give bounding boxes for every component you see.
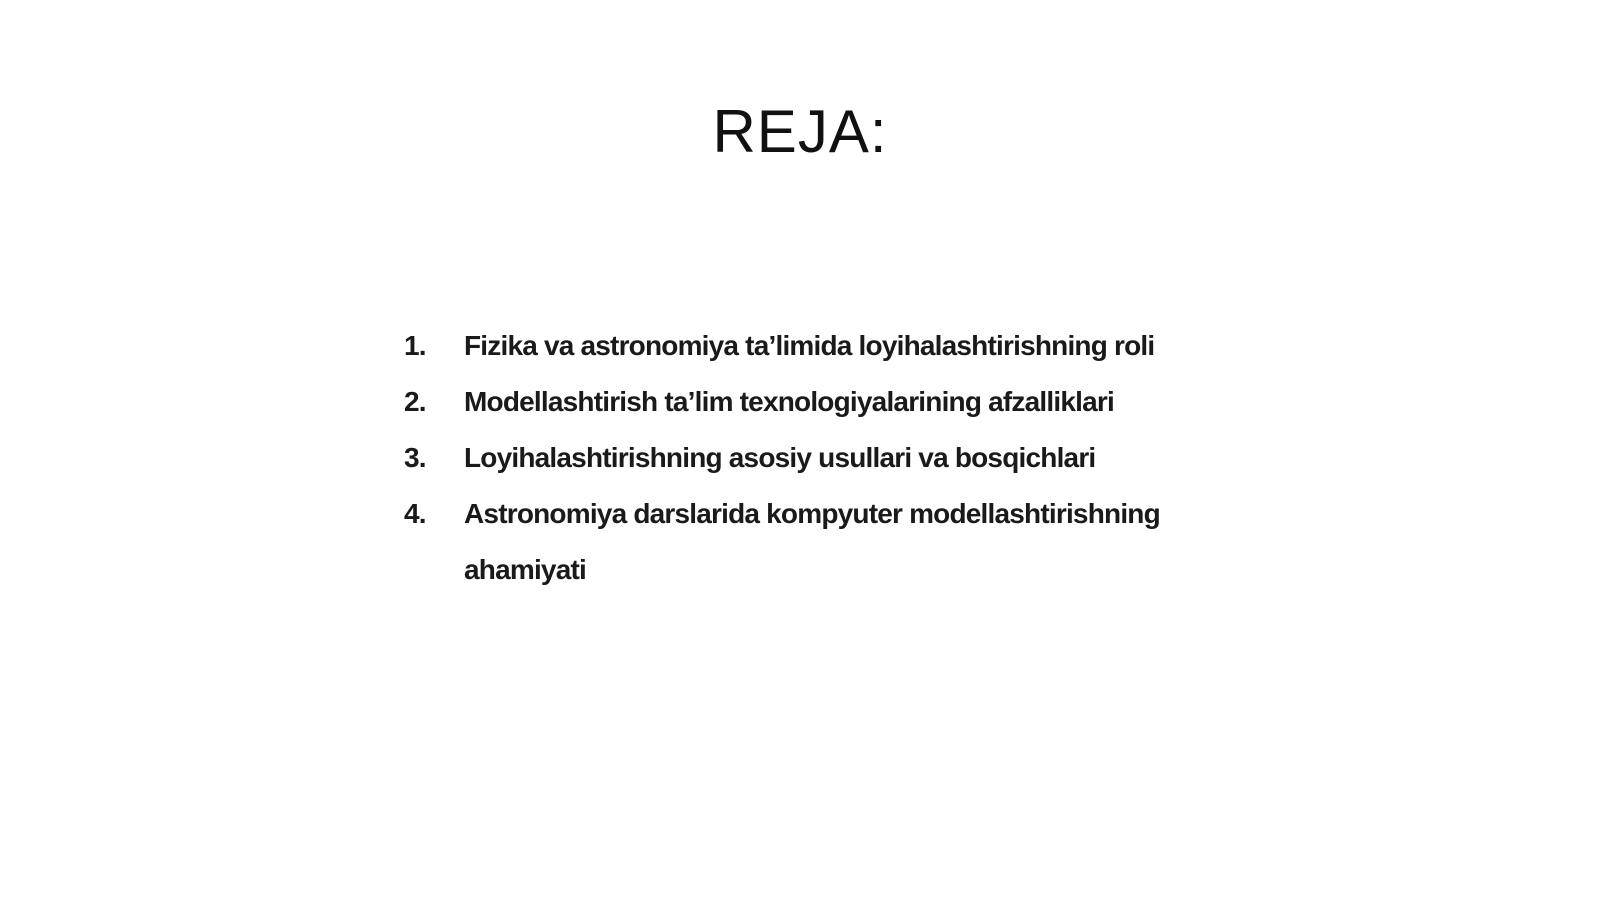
plan-item-4 [404,486,1164,598]
plan-item-3 [404,430,1164,486]
plan-item-2 [404,374,1164,430]
plan-item-text: Fizika va astronomiya ta’limida loyihalashtirishning roli [464,330,1155,361]
plan-item-number: 3. [404,442,426,473]
plan-item-number: 1. [404,330,426,361]
slide-title: REJA: [712,98,888,165]
plan-list [404,318,1164,598]
plan-item-text: Astronomiya darslarida kompyuter modellashtirishning ahamiyati [464,498,1160,585]
plan-item-number: 2. [404,386,426,417]
plan-item-text: Modellashtirish ta’lim texnologiyalarining afzalliklari [464,386,1114,417]
plan-item-text: Loyihalashtirishning asosiy usullari va bosqichlari [464,442,1096,473]
plan-item-number: 4. [404,498,426,529]
plan-item-1 [404,318,1164,374]
